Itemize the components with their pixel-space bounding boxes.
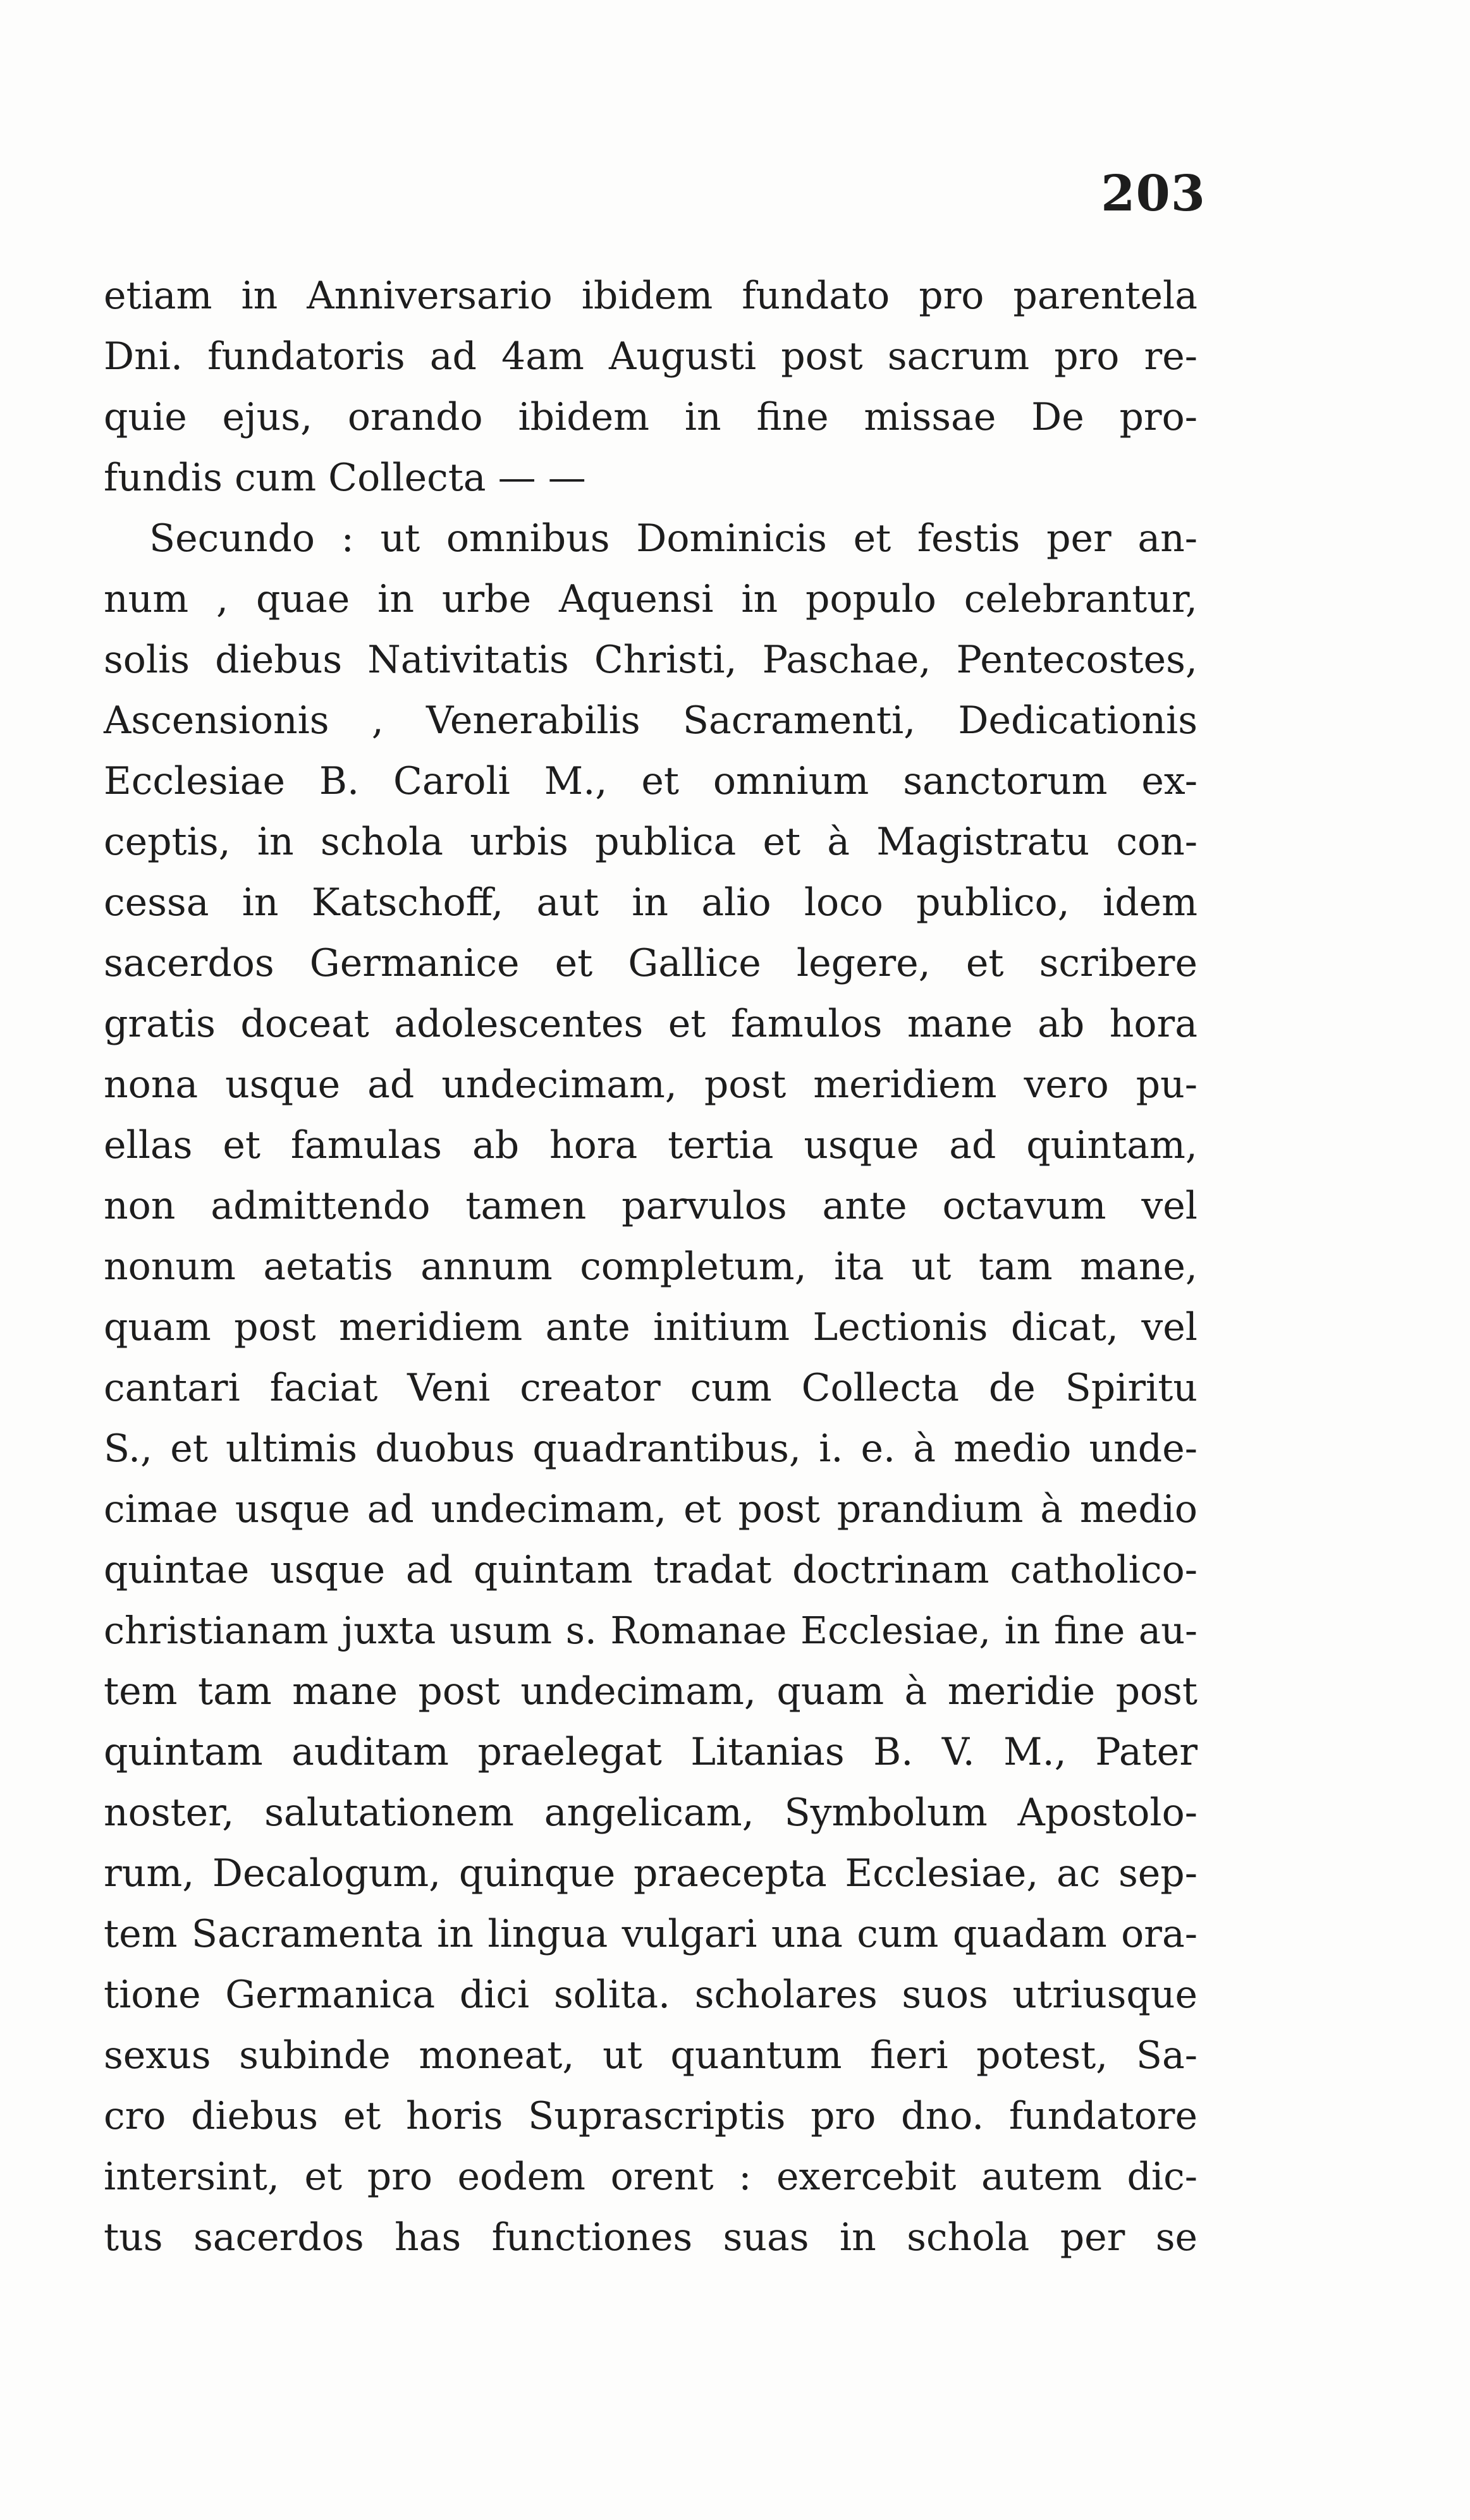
text-line: Dni. fundatoris ad 4am Augusti post sacrum pro re- bbox=[104, 334, 1197, 379]
text-line: quam post meridiem ante initium Lectionis dicat, vel bbox=[104, 1305, 1197, 1349]
text-line: quintae usque ad quintam tradat doctrinam catholico- bbox=[104, 1548, 1197, 1592]
text-line: S., et ultimis duobus quadrantibus, i. e. à medio unde- bbox=[104, 1427, 1197, 1471]
text-line: quie ejus, orando ibidem in fine missae De pro- bbox=[104, 395, 1197, 439]
text-line: num , quae in urbe Aquensi in populo celebrantur, bbox=[104, 577, 1197, 621]
text-line: tus sacerdos has functiones suas in schola per se bbox=[104, 2215, 1197, 2260]
text-line: christianam juxta usum s. Romanae Ecclesiae, in fine au- bbox=[104, 1609, 1197, 1652]
text-line: Ascensionis , Venerabilis Sacramenti, Dedicationis bbox=[104, 698, 1197, 743]
text-line: nonum aetatis annum completum, ita ut tam mane, bbox=[104, 1245, 1197, 1289]
text-line: nona usque ad undecimam, post meridiem vero pu- bbox=[104, 1062, 1197, 1107]
body-text bbox=[104, 265, 1197, 2263]
text-line: sacerdos Germanice et Gallice legere, et scribere bbox=[104, 941, 1197, 985]
text-line: rum, Decalogum, quinque praecepta Ecclesiae, ac sep- bbox=[104, 1851, 1197, 1896]
text-line: noster, salutationem angelicam, Symbolum Apostolo- bbox=[104, 1791, 1197, 1835]
text-line: fundis cum Collecta — — bbox=[104, 456, 586, 500]
text-line: gratis doceat adolescentes et famulos mane ab hora bbox=[104, 1002, 1197, 1046]
text-line: quintam auditam praelegat Litanias B. V. M., Pater bbox=[104, 1730, 1197, 1774]
text-line: non admittendo tamen parvulos ante octavum vel bbox=[104, 1184, 1197, 1228]
text-line: sexus subinde moneat, ut quantum fieri potest, Sa- bbox=[104, 2033, 1197, 2078]
text-line: tem tam mane post undecimam, quam à meridie post bbox=[104, 1669, 1197, 1713]
text-line: tem Sacramenta in lingua vulgari una cum quadam ora- bbox=[104, 1912, 1197, 1956]
text-line: cro diebus et horis Suprascriptis pro dno. fundatore bbox=[104, 2094, 1197, 2138]
text-line: etiam in Anniversario ibidem fundato pro parentela bbox=[104, 274, 1197, 318]
text-line: intersint, et pro eodem orent : exercebit autem dic- bbox=[104, 2155, 1197, 2199]
text-line: cantari faciat Veni creator cum Collecta de Spiritu bbox=[104, 1366, 1197, 1410]
text-line: solis diebus Nativitatis Christi, Paschae, Pentecostes, bbox=[104, 638, 1197, 682]
text-line: Secundo : ut omnibus Dominicis et festis per an- bbox=[149, 516, 1197, 561]
text-line: cimae usque ad undecimam, et post prandium à medio bbox=[104, 1487, 1197, 1531]
text-line: ellas et famulas ab hora tertia usque ad quintam, bbox=[104, 1123, 1197, 1167]
text-line: Ecclesiae B. Caroli M., et omnium sanctorum ex- bbox=[104, 759, 1197, 803]
text-line: cessa in Katschoff, aut in alio loco publico, idem bbox=[104, 880, 1197, 925]
text-line: tione Germanica dici solita. scholares suos utriusque bbox=[104, 1973, 1197, 2017]
page-number: 203 bbox=[1101, 165, 1206, 222]
text-line: ceptis, in schola urbis publica et à Magistratu con- bbox=[104, 820, 1197, 864]
